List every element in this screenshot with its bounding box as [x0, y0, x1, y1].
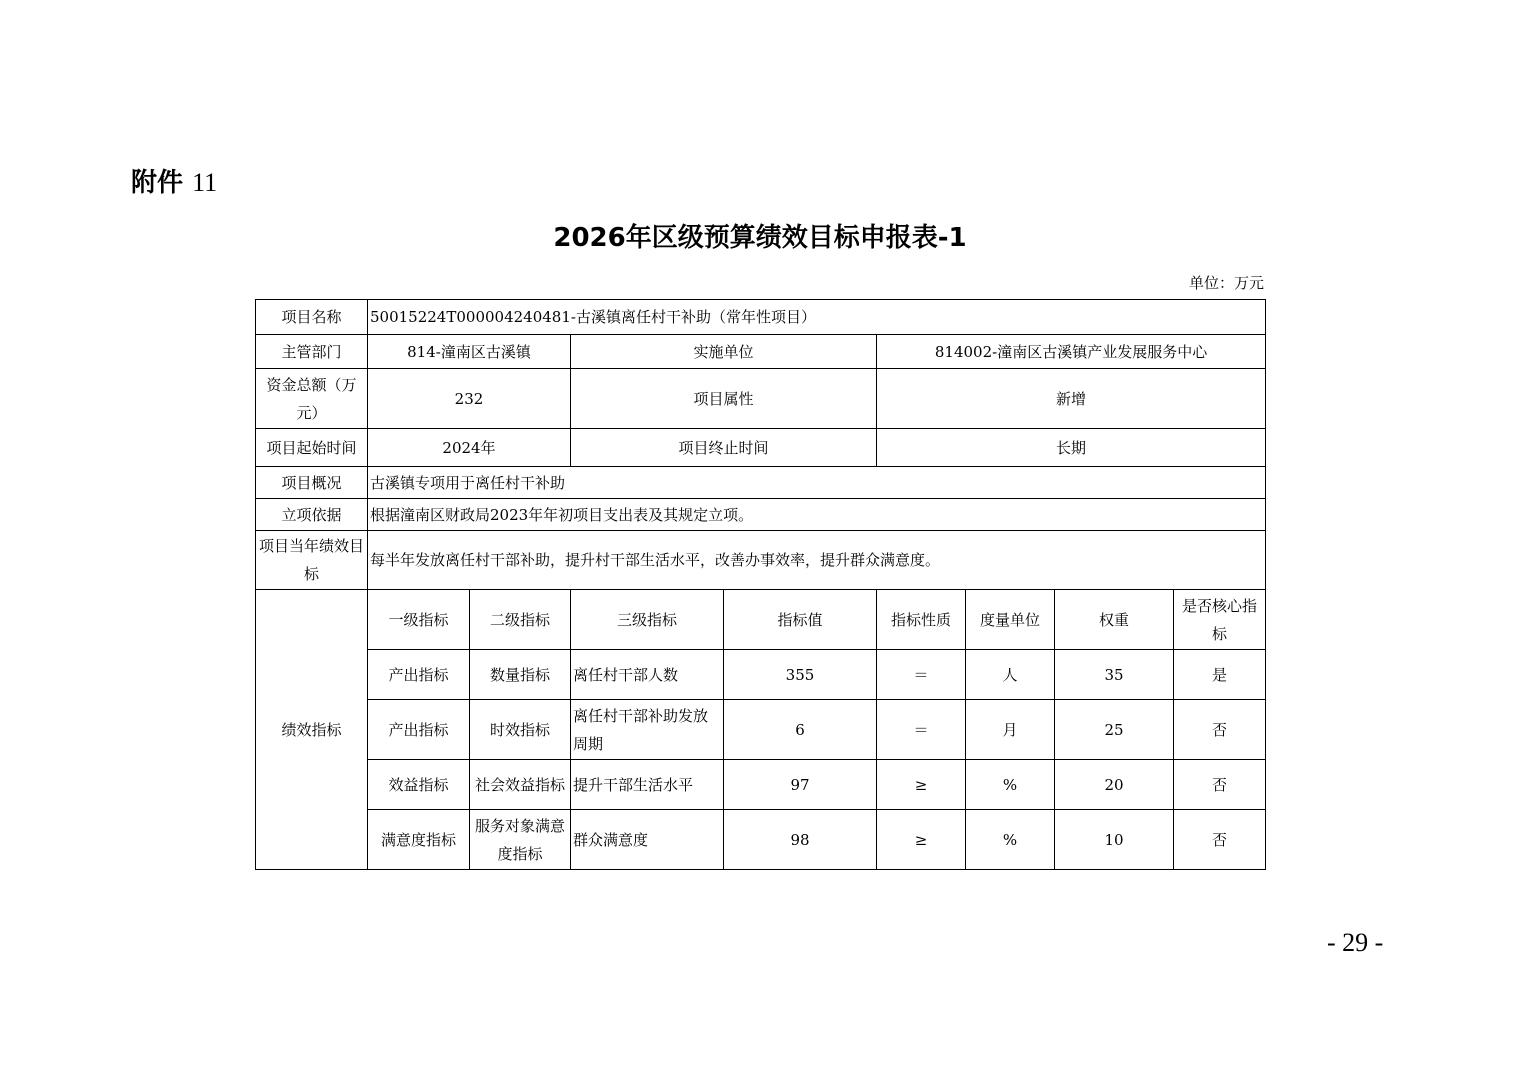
indicator-cell: % — [966, 810, 1055, 870]
basis-value: 根据潼南区财政局2023年年初项目支出表及其规定立项。 — [368, 499, 1266, 531]
indicator-cell: % — [966, 760, 1055, 810]
row-project-name — [256, 300, 1266, 335]
fund-label: 资金总额（万元） — [256, 369, 368, 429]
indicator-cell: 是 — [1174, 650, 1266, 700]
fund-value: 232 — [368, 369, 571, 429]
indicator-cell: 10 — [1055, 810, 1174, 870]
basis-label: 立项依据 — [256, 499, 368, 531]
indicator-header-nature: 指标性质 — [877, 590, 966, 650]
indicator-header-unit: 度量单位 — [966, 590, 1055, 650]
indicator-cell: 数量指标 — [470, 650, 571, 700]
dept-value: 814-潼南区古溪镇 — [368, 335, 571, 369]
indicator-cell: 97 — [724, 760, 877, 810]
row-department — [256, 335, 1266, 369]
indicator-cell: ＝ — [877, 700, 966, 760]
indicator-cell: 离任村干部人数 — [571, 650, 724, 700]
indicator-cell: 提升干部生活水平 — [571, 760, 724, 810]
row-basis — [256, 499, 1266, 531]
project-name-value: 50015224T000004240481-古溪镇离任村干补助（常年性项目） — [368, 300, 1266, 335]
perf-label: 绩效指标 — [256, 590, 368, 870]
indicator-header-value: 指标值 — [724, 590, 877, 650]
row-period — [256, 429, 1266, 467]
page-number: - 29 - — [1327, 928, 1384, 957]
row-fund — [256, 369, 1266, 429]
row-overview — [256, 467, 1266, 499]
attr-label: 项目属性 — [571, 369, 877, 429]
indicator-cell: 群众满意度 — [571, 810, 724, 870]
indicator-cell: 时效指标 — [470, 700, 571, 760]
indicator-header-core: 是否核心指标 — [1174, 590, 1266, 650]
indicator-header-row — [256, 590, 1266, 650]
overview-label: 项目概况 — [256, 467, 368, 499]
table-row — [256, 700, 1266, 760]
performance-form-table — [255, 299, 1266, 870]
end-label: 项目终止时间 — [571, 429, 877, 467]
indicator-cell: 否 — [1174, 700, 1266, 760]
indicator-cell: 社会效益指标 — [470, 760, 571, 810]
attachment-label — [131, 166, 217, 200]
indicator-cell: ＝ — [877, 650, 966, 700]
indicator-header-weight: 权重 — [1055, 590, 1174, 650]
indicator-header-level1: 一级指标 — [368, 590, 470, 650]
attr-value: 新增 — [877, 369, 1266, 429]
row-goal — [256, 531, 1266, 590]
overview-value: 古溪镇专项用于离任村干补助 — [368, 467, 1266, 499]
project-name-label: 项目名称 — [256, 300, 368, 335]
indicator-cell: 满意度指标 — [368, 810, 470, 870]
indicator-cell: 20 — [1055, 760, 1174, 810]
start-value: 2024年 — [368, 429, 571, 467]
indicator-cell: 离任村干部补助发放周期 — [571, 700, 724, 760]
end-value: 长期 — [877, 429, 1266, 467]
indicator-cell: 25 — [1055, 700, 1174, 760]
indicator-cell: 否 — [1174, 810, 1266, 870]
indicator-cell: 98 — [724, 810, 877, 870]
indicator-header-level3: 三级指标 — [571, 590, 724, 650]
page-title: 2026年区级预算绩效目标申报表-1 — [553, 223, 967, 253]
indicator-cell: ≥ — [877, 760, 966, 810]
indicator-cell: 服务对象满意度指标 — [470, 810, 571, 870]
indicator-cell: 效益指标 — [368, 760, 470, 810]
impl-unit-value: 814002-潼南区古溪镇产业发展服务中心 — [877, 335, 1266, 369]
indicator-cell: 355 — [724, 650, 877, 700]
indicator-cell: 6 — [724, 700, 877, 760]
impl-unit-label: 实施单位 — [571, 335, 877, 369]
goal-label: 项目当年绩效目标 — [256, 531, 368, 590]
indicator-cell: ≥ — [877, 810, 966, 870]
indicator-cell: 否 — [1174, 760, 1266, 810]
attachment-label-text: 附件 — [131, 168, 184, 198]
unit-label: 单位：万元 — [1188, 274, 1264, 292]
table-row — [256, 810, 1266, 870]
start-label: 项目起始时间 — [256, 429, 368, 467]
indicator-cell: 人 — [966, 650, 1055, 700]
attachment-number: 11 — [192, 168, 218, 197]
indicator-header-level2: 二级指标 — [470, 590, 571, 650]
indicator-cell: 月 — [966, 700, 1055, 760]
table-row — [256, 760, 1266, 810]
indicator-cell: 产出指标 — [368, 700, 470, 760]
table-row — [256, 650, 1266, 700]
goal-value: 每半年发放离任村干部补助，提升村干部生活水平，改善办事效率，提升群众满意度。 — [368, 531, 1266, 590]
indicator-cell: 35 — [1055, 650, 1174, 700]
dept-label: 主管部门 — [256, 335, 368, 369]
indicator-cell: 产出指标 — [368, 650, 470, 700]
